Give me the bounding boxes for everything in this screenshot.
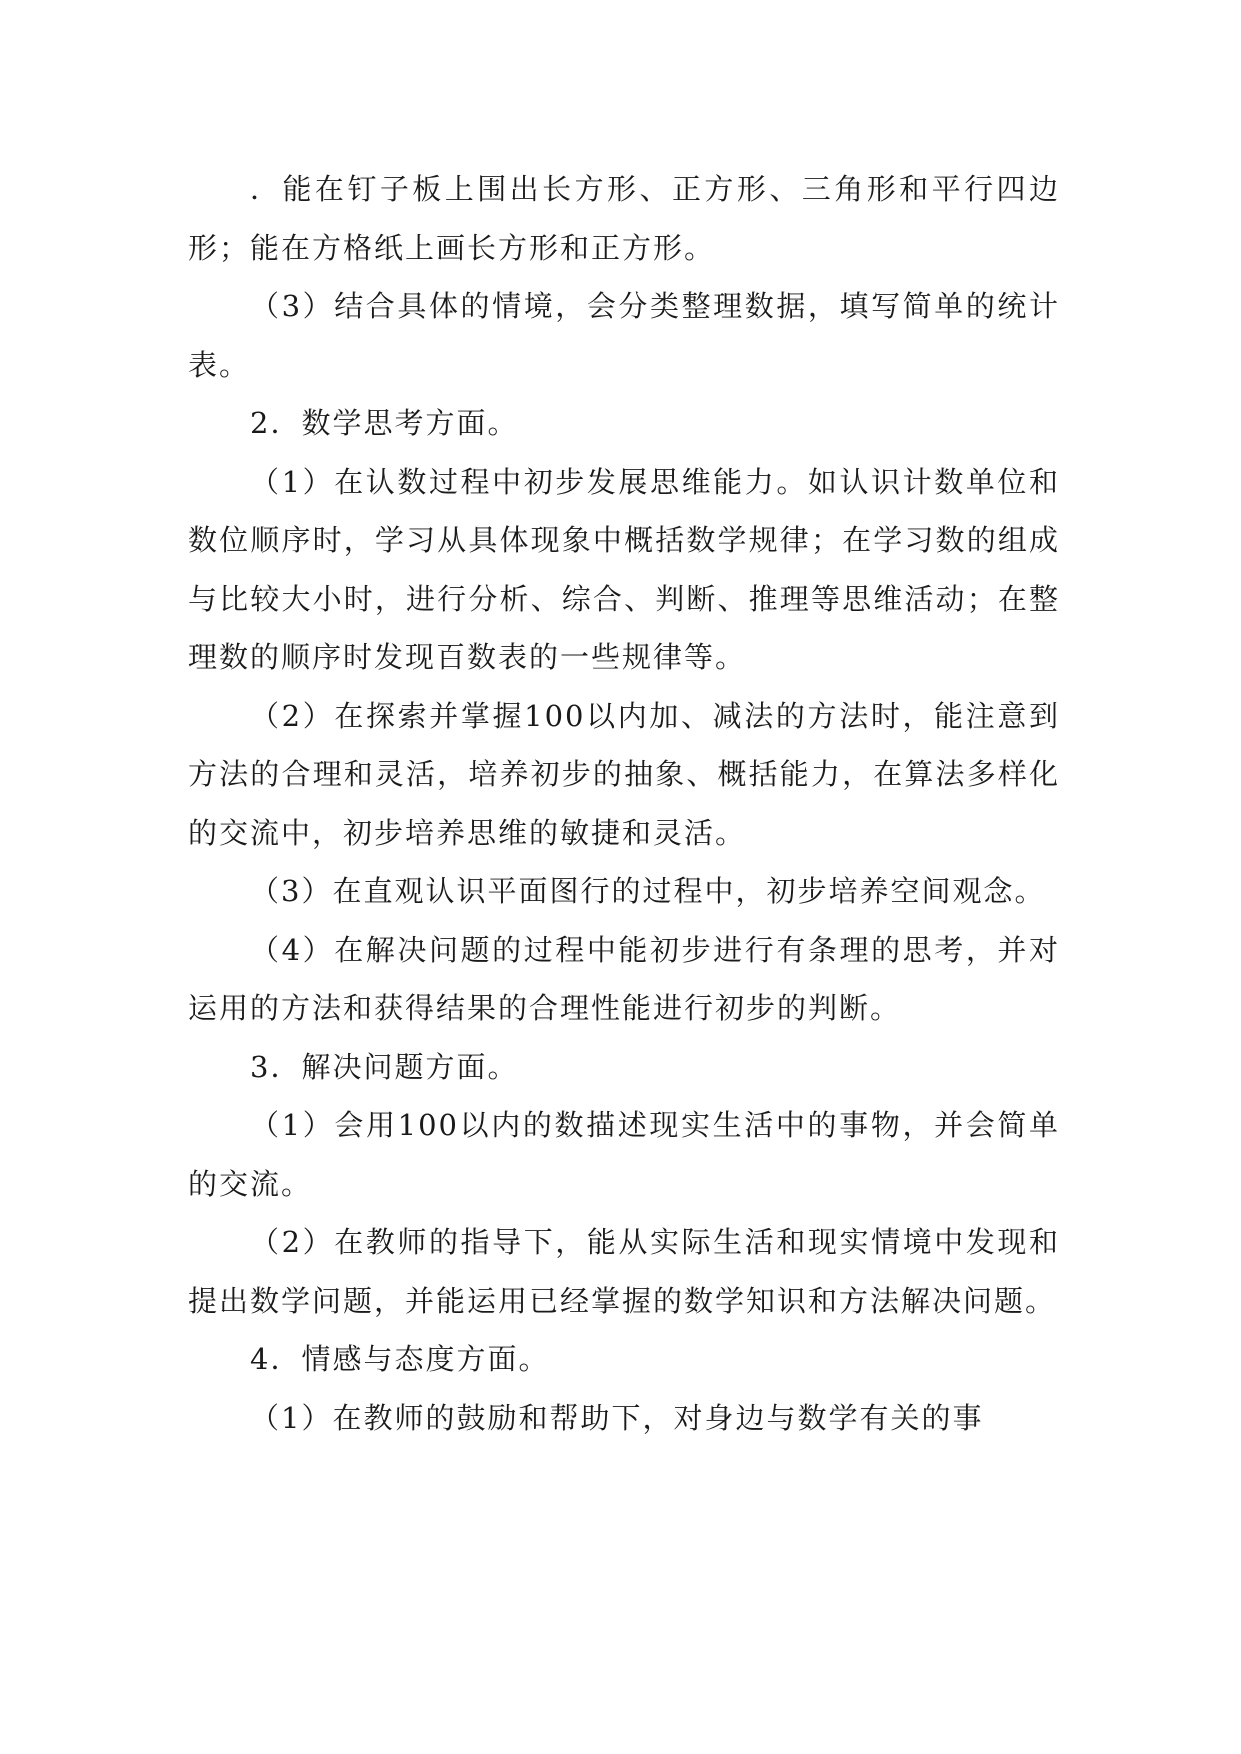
- paragraph-orderly-thinking: （4）在解决问题的过程中能初步进行有条理的思考，并对运用的方法和获得结果的合理性能进行初步的判断。: [188, 932, 1060, 1025]
- paragraph-data-sorting: （3）结合具体的情境，会分类整理数据，填写简单的统计表。: [188, 289, 1060, 382]
- paragraph-number-thinking: （1）在认数过程中初步发展思维能力。如认识计数单位和数位顺序时，学习从具体现象中概括数学规律；在学习数的组成与比较大小时，进行分析、综合、判断、推理等思维活动；在整理数的顺序时发现百数表的一些规律等。: [188, 464, 1060, 674]
- paragraph-raise-problems: （2）在教师的指导下，能从实际生活和现实情境中发现和提出数学问题，并能运用已经掌握的数学知识和方法解决问题。: [188, 1225, 1060, 1318]
- paragraph-addition-subtraction: （2）在探索并掌握100以内加、减法的方法时，能注意到方法的合理和灵活，培养初步的抽象、概括能力，在算法多样化的交流中，初步培养思维的敏捷和灵活。: [188, 698, 1060, 850]
- document-body: [188, 160, 1060, 1447]
- paragraph-describe-reality: （1）会用100以内的数描述现实生活中的事物，并会简单的交流。: [188, 1108, 1060, 1201]
- section-heading-math-thinking: 2．数学思考方面。: [250, 406, 519, 440]
- paragraph-spatial-concept: （3）在直观认识平面图行的过程中，初步培养空间观念。: [250, 874, 1046, 908]
- section-heading-emotion-attitude: 4．情感与态度方面。: [250, 1342, 550, 1376]
- section-heading-problem-solving: 3．解决问题方面。: [250, 1049, 519, 1084]
- paragraph-encouragement: （1）在教师的鼓励和帮助下，对身边与数学有关的事: [250, 1400, 984, 1435]
- paragraph-shape-drawing: ．能在钉子板上围出长方形、正方形、三角形和平行四边形；能在方格纸上画长方形和正方形。: [188, 172, 1060, 265]
